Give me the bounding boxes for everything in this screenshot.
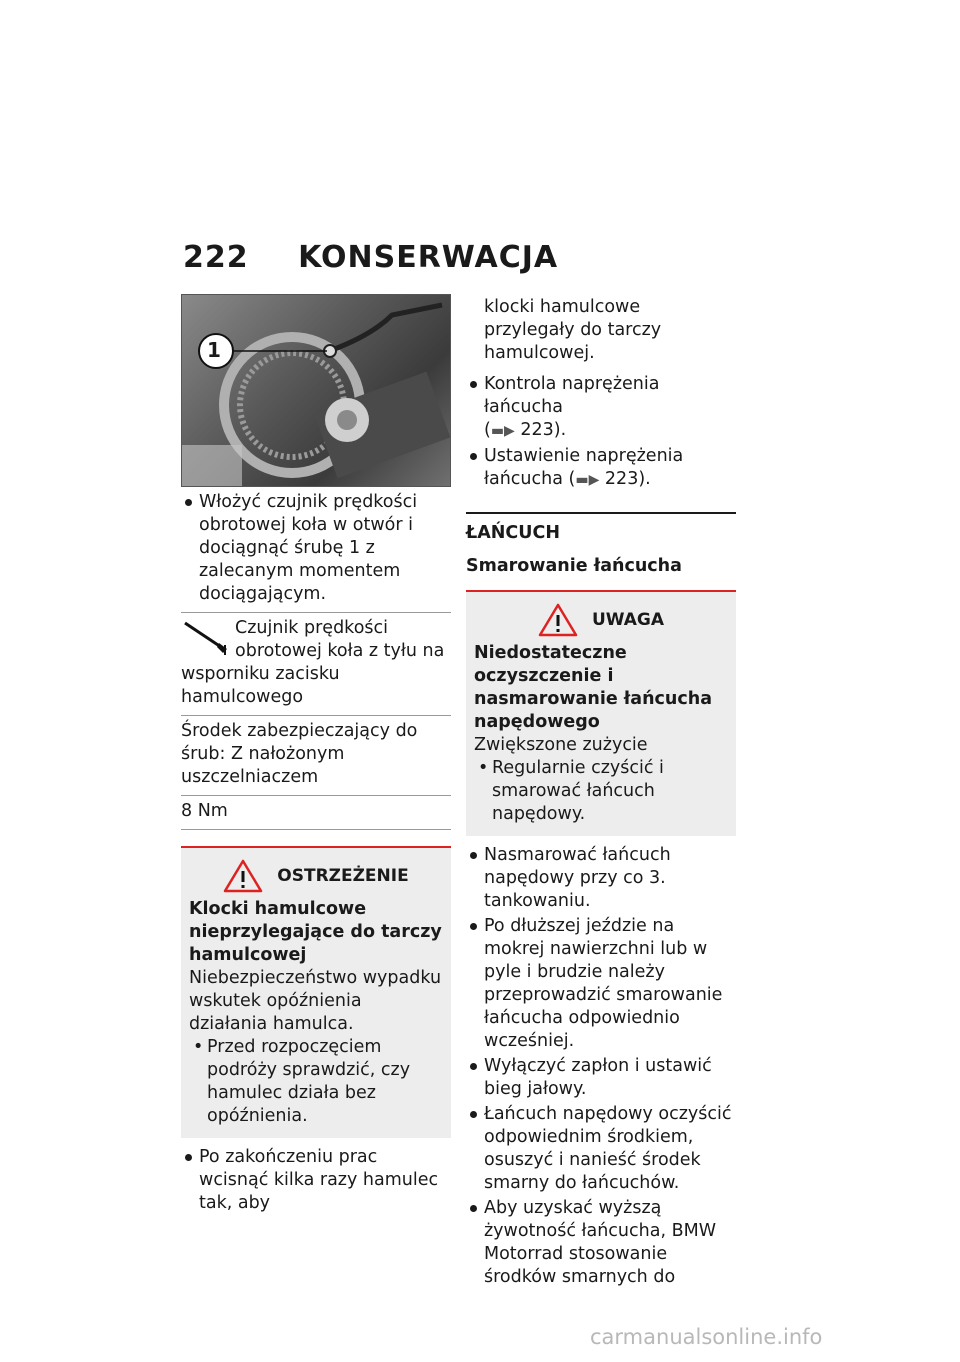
list-item: Łańcuch napędowy oczyścić odpowiednim środkiem, osuszyć i nanieść środek smarny do łańcuchów. bbox=[466, 1103, 736, 1195]
warning-body: Niebezpieczeństwo wypadku wskutek opóźnienia działania hamulca. bbox=[189, 968, 442, 1034]
torque-spec-value: 8 Nm bbox=[181, 796, 451, 830]
warning-triangle-icon bbox=[223, 859, 263, 893]
spec-label-text: Czujnik prędkości obrotowej koła z tyłu na wsporniku zacisku hamulcowego bbox=[181, 618, 445, 707]
list-item: Po zakończeniu prac wcisnąć kilka razy hamulec tak, aby bbox=[181, 1146, 451, 1215]
notice-label: UWAGA bbox=[591, 609, 665, 630]
warning-action: • Przed rozpoczęciem podróży sprawdzić, czy hamulec działa bez opóźnienia. bbox=[189, 1036, 443, 1128]
right-column bbox=[466, 296, 736, 1291]
brake-sensor-photo bbox=[181, 294, 451, 487]
page-title: KONSERWACJA bbox=[298, 240, 559, 275]
warning-box bbox=[181, 846, 451, 1138]
section-divider bbox=[466, 512, 736, 545]
notice-box bbox=[466, 590, 736, 836]
page-header bbox=[183, 240, 558, 275]
watermark: carmanualsonline.info bbox=[590, 1325, 823, 1349]
warning-triangle-icon bbox=[538, 603, 578, 637]
notice-body: Zwiększone zużycie bbox=[474, 735, 648, 755]
list-item: Aby uzyskać wyższą żywotność łańcucha, BMW Motorrad stosowanie środków smarnych do bbox=[466, 1197, 736, 1289]
reference-arrow-icon: ▬▶ bbox=[490, 423, 515, 439]
chain-tension-check: Kontrola naprężenia łańcucha bbox=[484, 374, 660, 417]
subsection-title: Smarowanie łańcucha bbox=[466, 556, 682, 576]
reference-arrow-icon: ▬▶ bbox=[575, 472, 600, 488]
page-ref: 223). bbox=[604, 469, 651, 489]
page-number: 222 bbox=[183, 240, 249, 275]
photo-callout-1: 1 bbox=[207, 338, 221, 362]
page-ref: 223). bbox=[520, 420, 567, 440]
list-item: Po dłuższej jeździe na mokrej nawierzchni lub w pyle i brudzie należy przeprowadzić smarowanie łańcucha odpowiednio wcześniej. bbox=[466, 915, 736, 1053]
list-item: Nasmarować łańcuch napędowy przy co 3. tankowaniu. bbox=[466, 844, 736, 913]
photo-illustration bbox=[182, 295, 451, 487]
chain-tension-adjust: Ustawienie naprężenia łańcucha bbox=[484, 446, 684, 489]
continued-text: klocki hamulcowe przylegały do tarczy hamulcowej. bbox=[484, 297, 662, 363]
left-column bbox=[181, 294, 451, 1217]
notice-title bbox=[474, 602, 728, 638]
warning-label: OSTRZEŻENIE bbox=[277, 865, 409, 886]
notice-action: • Regularnie czyścić i smarować łańcuch napędowy. bbox=[474, 757, 728, 826]
torque-spec-label bbox=[181, 612, 451, 716]
torque-spec-material: Środek zabezpieczający do śrub: Z nałożonym uszczelniaczem bbox=[181, 716, 451, 796]
warning-headline: Klocki hamulcowe nieprzylegające do tarczy hamulcowej bbox=[189, 899, 442, 965]
notice-headline: Niedostateczne oczyszczenie i nasmarowanie łańcucha napędowego bbox=[474, 643, 713, 732]
warning-title bbox=[189, 858, 443, 894]
list-item: Wyłączyć zapłon i ustawić bieg jałowy. bbox=[466, 1055, 736, 1101]
wrench-icon bbox=[181, 617, 233, 657]
section-title: ŁAŃCUCH bbox=[466, 523, 560, 543]
list-item: Ustawienie naprężenia łańcucha (▬▶ 223). bbox=[466, 445, 736, 492]
list-item: Kontrola naprężenia łańcucha (▬▶ 223). bbox=[466, 373, 736, 443]
list-item: Włożyć czujnik prędkości obrotowej koła w otwór i dociągnąć śrubę 1 z zalecanym momentem dociągającym. bbox=[181, 491, 451, 606]
